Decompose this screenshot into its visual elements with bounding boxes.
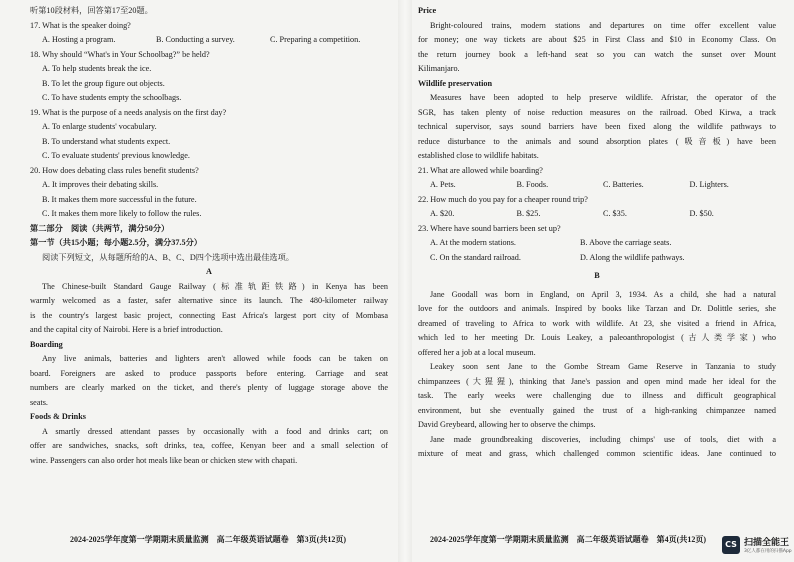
passage-b-paragraph-2: [418, 360, 776, 433]
text-line: which led to her meeting Dr. Louis Leakey, a paleoanthropologist (古人类学家) who: [418, 333, 776, 342]
option: B. Foods.: [516, 180, 549, 189]
question-17-options: [30, 33, 388, 48]
text-line: Leakey soon sent Jane to the Gombe Stream Game Reserve in Tanzania to study: [430, 362, 776, 371]
option: B. It makes them more successful in the future.: [42, 194, 197, 204]
text-line: board. Foreigners are asked to produce passports before entering. Carriage and seat: [30, 368, 388, 378]
question-21: 21. What are allowed while boarding?: [418, 165, 543, 175]
text-line: offered her a job at a local museum.: [418, 347, 536, 357]
left-page: [30, 0, 388, 468]
text-line: David Greybeard, allowing her to observe the chimps.: [418, 420, 596, 429]
option: B. To understand what students expect.: [42, 136, 171, 146]
text-line: Bright-coloured trains, modern stations and departures on time offer excellent value: [430, 20, 776, 30]
question-22: 22. How much do you pay for a cheaper round trip?: [418, 194, 588, 204]
text-line: task. The early weeks were challenging due to illness and difficult geographical: [418, 391, 776, 400]
boarding-heading: Boarding: [30, 339, 63, 349]
passage-a-intro: [30, 280, 388, 338]
text-line: established close to wildlife habitats.: [418, 151, 539, 160]
option: A. Hosting a program.: [42, 35, 116, 44]
option: B. Above the carriage seats.: [580, 238, 672, 247]
option: B. Conducting a survey.: [156, 35, 235, 44]
question-19: 19. What is the purpose of a needs analysis on the first day?: [30, 107, 227, 117]
boarding-paragraph: [30, 352, 388, 410]
text-line: reduce disturbance to the animals and sound absorption plates (吸音板) have been: [418, 136, 776, 146]
text-line: SGR, has taken plenty of noise reduction measures on the railroad. Obed Kirwa, a track: [418, 107, 776, 117]
option: B. $25.: [516, 209, 541, 218]
passage-b-paragraph-1: [418, 288, 776, 361]
text-line: for money; one way tickets are about $25 in First Class and $10 in Economy Class. On: [418, 35, 776, 44]
text-line: chimpanzees (大猩猩), thinking that Jane's passion and open mind made her ideal for the: [418, 376, 776, 386]
passage-label-a: A: [206, 267, 212, 276]
text-line: dreamed of traveling to Africa to work with wildlife. At 23, she visited a friend in Africa,: [418, 318, 776, 328]
passage-b-paragraph-3: [418, 433, 776, 462]
text-line: technical supervisor, says sound barriers have been fixed along the wildlife pathways to: [418, 122, 776, 131]
question-23-options-row1: [418, 236, 776, 251]
option: D. $50.: [689, 209, 714, 218]
text-line: A smartly dressed attendant passes by occasionally with a food and drinks cart; on: [42, 426, 388, 436]
text-line: Jane made groundbreaking discoveries, including chimps' use of tools, diet with a: [430, 434, 776, 444]
option: A. $20.: [430, 209, 455, 218]
text-line: numbers are clearly marked on the ticket, and there's plenty of luggage storage above the: [30, 383, 388, 392]
camscanner-logo-icon: CS: [722, 536, 740, 554]
text-line: environment, but she eventually gained the trust of a high-ranking chimpanzee named: [418, 405, 776, 415]
watermark-name: 扫描全能王: [744, 538, 790, 548]
option: C. $35.: [603, 209, 627, 218]
wildlife-paragraph: [418, 91, 776, 164]
question-22-options: [418, 207, 776, 222]
text-line: Jane Goodall was born in England, on April 3, 1934. As a child, she had a natural: [430, 289, 776, 299]
option: C. To evaluate students' previous knowledge.: [42, 151, 190, 160]
text-line: Measures have been adopted to help preserve wildlife. Afristar, the operator of the: [430, 93, 776, 102]
option: C. It makes them more likely to follow the rules.: [42, 209, 202, 218]
price-paragraph: [418, 19, 776, 77]
part-2-heading: 第二部分 阅读（共两节，满分50分）: [30, 223, 170, 233]
text-line: The Chinese-built Standard Gauge Railway (标准轨距铁路) in Kenya has been: [42, 281, 388, 291]
left-page-footer: 2024-2025学年度第一学期期末质量监测 高二年级英语试题卷 第3页(共12页): [70, 535, 346, 544]
text-line: warmly welcomed as a faster, safer alternative since its launch. The 480-kilometer railway: [30, 296, 388, 305]
option: C. Batteries.: [603, 180, 644, 189]
price-heading: Price: [418, 6, 437, 15]
question-21-options: [418, 178, 776, 193]
watermark-tagline: 3亿人都在用的扫描App: [744, 549, 792, 554]
option: D. Along the wildlife pathways.: [580, 252, 685, 262]
page-fold: [398, 0, 412, 562]
option: A. To help students break the ice.: [42, 64, 152, 73]
wildlife-heading: Wildlife preservation: [418, 78, 493, 88]
option: B. To let the group figure out objects.: [42, 78, 165, 88]
option: A. To enlarge students' vocabulary.: [42, 122, 157, 131]
text-line: wine. Passengers can also order hot meals like bean or chicken stew with chapati.: [30, 455, 298, 465]
text-line: love for the outdoors and animals. Inspired by books like Tarzan and Dr. Dolittle series, she: [418, 304, 776, 313]
question-20: 20. How does debating class rules benefit students?: [30, 165, 199, 175]
section-1-heading: 第一节（共15小题；每小题2.5分，满分37.5分）: [30, 238, 202, 247]
option: C. To have students empty the schoolbags.: [42, 93, 182, 102]
reading-instruction: 阅读下列短文，从每题所给的A、B、C、D四个选项中选出最佳选项。: [42, 252, 294, 262]
right-page-footer: 2024-2025学年度第一学期期末质量监测 高二年级英语试题卷 第4页(共12页): [430, 535, 706, 544]
text-line: seats.: [30, 397, 48, 407]
text-line: Any live animals, batteries and lighters aren't allowed while foods can be taken on: [42, 354, 388, 363]
option: C. Preparing a competition.: [270, 35, 361, 44]
camscanner-watermark: [722, 535, 792, 554]
right-page: [418, 0, 776, 462]
question-23: 23. Where have sound barriers been set up?: [418, 223, 561, 233]
text-line: and the capital city of Nairobi. Here is a brief introduction.: [30, 325, 223, 334]
question-17: 17. What is the speaker doing?: [30, 20, 131, 30]
food-heading: Foods & Drinks: [30, 412, 86, 421]
question-23-options-row2: [418, 251, 776, 266]
option: D. Lighters.: [689, 180, 729, 189]
text-line: is the country's largest basic project, connecting East Africa's largest port city of Mombasa: [30, 310, 388, 320]
option: A. Pets.: [430, 180, 456, 189]
text-line: mixture of meat and grass, which challenged common scientific ideas. Jane continued to: [418, 449, 776, 458]
option: A. It improves their debating skills.: [42, 180, 159, 189]
text-line: Kilimanjaro.: [418, 64, 460, 73]
question-18: 18. Why should “What's in Your Schoolbag?” be held?: [30, 49, 210, 59]
text-line: the return journey book a left-hand seat so you can watch the sunset over Mount: [418, 49, 776, 59]
option: C. On the standard railroad.: [430, 252, 521, 262]
text-line: offer are sandwiches, snacks, soft drinks, tea, coffee, Kenyan beer and a small selection of: [30, 441, 388, 450]
passage-label-b: B: [594, 271, 600, 280]
listening-intro: 听第10段材料，回答第17至20题。: [30, 6, 153, 15]
option: A. At the modern stations.: [430, 238, 516, 247]
food-paragraph: [30, 425, 388, 469]
